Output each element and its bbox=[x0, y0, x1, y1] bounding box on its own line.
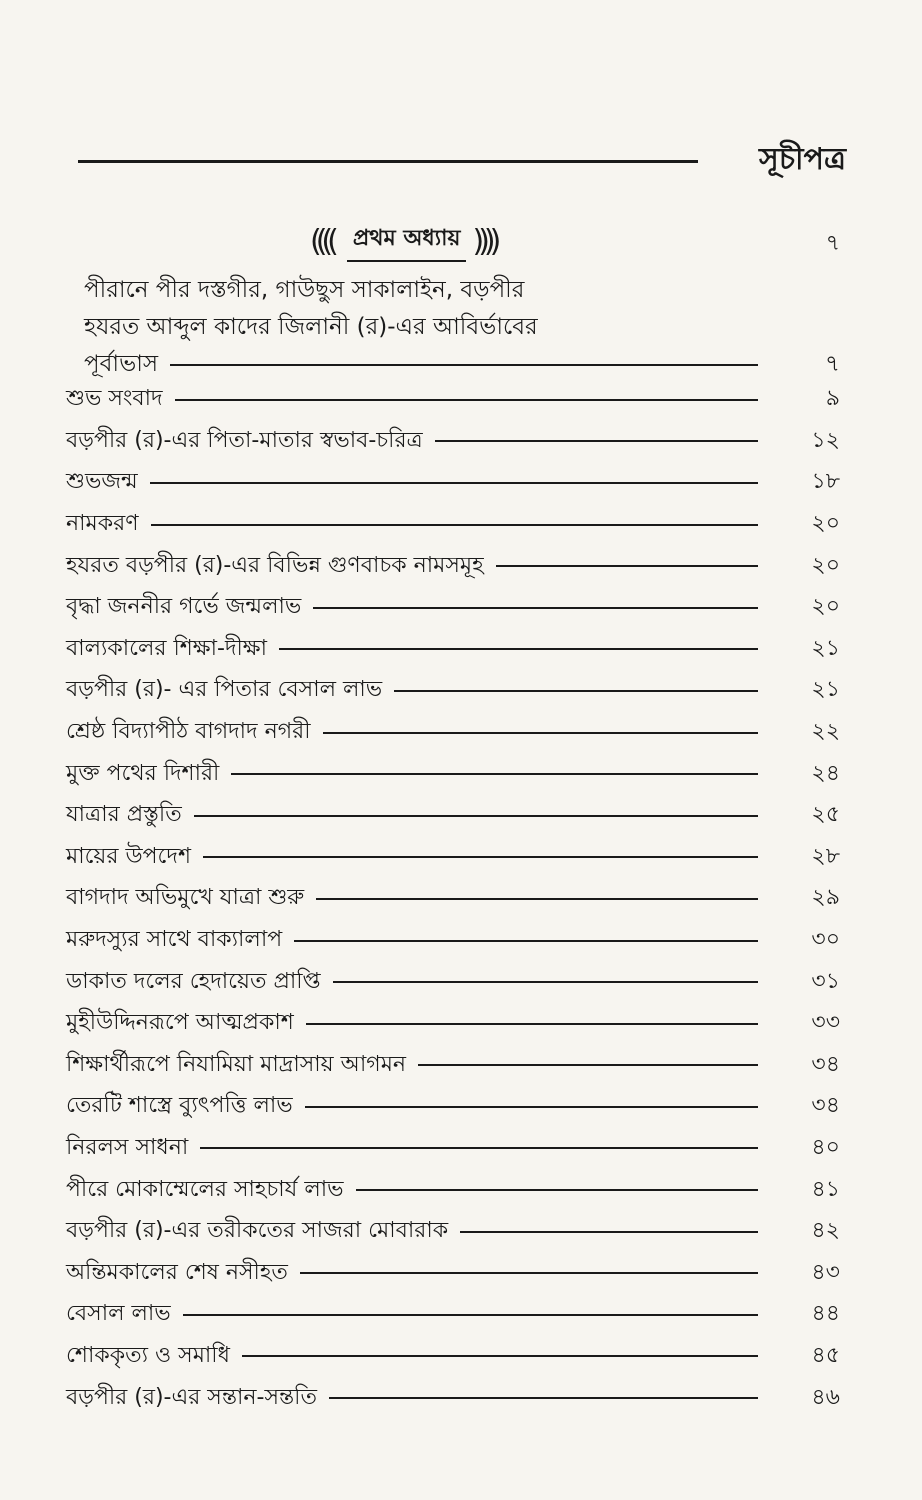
leader-line bbox=[435, 440, 758, 442]
leader-line bbox=[294, 940, 758, 942]
toc-entry bbox=[66, 712, 840, 754]
toc-entry-title: মুহীউদ্দিনরূপে আত্মপ্রকাশ bbox=[66, 1010, 294, 1036]
chapter-badge bbox=[300, 222, 505, 260]
toc-entry-page-number: ২৪ bbox=[811, 760, 840, 786]
toc-entry-title: যাত্রার প্রস্তুতি bbox=[66, 802, 182, 828]
toc-entry bbox=[66, 1003, 840, 1045]
chapter-paren-left: (((( bbox=[310, 223, 333, 259]
toc-entry-page-number: ১৮ bbox=[811, 469, 840, 495]
leader-line bbox=[316, 898, 758, 900]
toc-intro-entry bbox=[84, 272, 840, 383]
toc-entry bbox=[66, 1086, 840, 1128]
chapter-label: প্রথম অধ্যায় bbox=[347, 221, 467, 262]
toc-entry bbox=[66, 379, 840, 421]
toc-entry-page-number: ৯ bbox=[825, 386, 840, 412]
toc-entry-page-number: ২০ bbox=[811, 594, 840, 620]
leader-line bbox=[203, 856, 758, 858]
toc-entry bbox=[66, 1377, 840, 1419]
leader-line bbox=[313, 607, 758, 609]
leader-line bbox=[170, 364, 758, 366]
toc-entry bbox=[66, 1128, 840, 1170]
leader-line bbox=[150, 482, 758, 484]
chapter-heading-row bbox=[78, 222, 840, 266]
toc-entry-page-number: ৩৩ bbox=[811, 1010, 840, 1036]
toc-entry-title: পীরে মোকাম্মেলের সাহচার্য লাভ bbox=[66, 1176, 344, 1202]
leader-line bbox=[242, 1355, 758, 1357]
toc-entry-page-number: ২০ bbox=[811, 511, 840, 537]
intro-line-3: পূর্বাভাস bbox=[84, 351, 159, 377]
toc-entry-page-number: ২১ bbox=[811, 677, 840, 703]
toc-entry-title: শোককৃত্য ও সমাধি bbox=[66, 1342, 230, 1368]
leader-line bbox=[300, 1272, 758, 1274]
toc-entry-title: বড়পীর (র)-এর তরীকতের সাজরা মোবারাক bbox=[66, 1218, 449, 1244]
toc-entry-page-number: ৩৪ bbox=[811, 1093, 840, 1119]
toc-entry-title: বড়পীর (র)-এর পিতা-মাতার স্বভাব-চরিত্র bbox=[66, 427, 423, 453]
toc-entry-page-number: ৪২ bbox=[811, 1218, 840, 1244]
toc-entry-title: নামকরণ bbox=[66, 511, 139, 537]
toc-entry bbox=[66, 421, 840, 463]
leader-line bbox=[418, 1064, 758, 1066]
leader-line bbox=[194, 815, 758, 817]
toc-entry-title: বড়পীর (র)- এর পিতার বেসাল লাভ bbox=[66, 677, 383, 703]
toc-entry-page-number: ৪৬ bbox=[811, 1384, 840, 1410]
chapter-page-number: ৭ bbox=[825, 231, 840, 256]
intro-last-line bbox=[84, 346, 840, 383]
intro-page-number: ৭ bbox=[825, 351, 840, 377]
toc-entry-page-number: ২০ bbox=[811, 552, 840, 578]
toc-entry bbox=[66, 1252, 840, 1294]
leader-line bbox=[183, 1314, 758, 1316]
toc-entry-title: তেরটি শাস্ত্রে ব্যুৎপত্তি লাভ bbox=[66, 1093, 293, 1119]
toc-entry-title: অন্তিমকালের শেষ নসীহত bbox=[66, 1259, 288, 1285]
toc-entry-page-number: ৪১ bbox=[811, 1176, 840, 1202]
toc-entry-title: বড়পীর (র)-এর সন্তান-সন্ততি bbox=[66, 1384, 317, 1410]
toc-entry-page-number: ১২ bbox=[811, 427, 840, 453]
toc-entry bbox=[66, 629, 840, 671]
leader-line bbox=[305, 1106, 758, 1108]
toc-entry-title: বাগদাদ অভিমুখে যাত্রা শুরু bbox=[66, 885, 305, 911]
toc-entry-page-number: ৩১ bbox=[811, 968, 840, 994]
toc-entry-title: শুভজন্ম bbox=[66, 469, 138, 495]
toc-entry-title: মরুদস্যুর সাথে বাক্যালাপ bbox=[66, 927, 283, 953]
leader-line bbox=[356, 1189, 758, 1191]
leader-line bbox=[329, 1397, 758, 1399]
toc-entry bbox=[66, 1294, 840, 1336]
toc-entry-page-number: ৪৩ bbox=[811, 1259, 840, 1285]
toc-entry bbox=[66, 920, 840, 962]
toc-entry bbox=[66, 837, 840, 879]
toc-entry bbox=[66, 1336, 840, 1378]
toc-entry-page-number: ২২ bbox=[811, 719, 840, 745]
toc-entry-title: ডাকাত দলের হেদায়েত প্রাপ্তি bbox=[66, 968, 321, 994]
leader-line bbox=[279, 648, 758, 650]
toc-entry-page-number: ২৮ bbox=[811, 843, 840, 869]
leader-line bbox=[231, 773, 758, 775]
toc-entry-title: বৃদ্ধা জননীর গর্ভে জন্মলাভ bbox=[66, 594, 302, 620]
toc-entry-page-number: ২৫ bbox=[811, 802, 840, 828]
toc-entry bbox=[66, 545, 840, 587]
leader-line bbox=[151, 524, 758, 526]
leader-line bbox=[496, 565, 758, 567]
leader-line bbox=[175, 399, 758, 401]
toc-entry-page-number: ৪০ bbox=[811, 1134, 840, 1160]
header-rule bbox=[78, 160, 698, 163]
toc-entry-page-number: ৩৪ bbox=[811, 1051, 840, 1077]
toc-entry-title: মুক্ত পথের দিশারী bbox=[66, 760, 220, 786]
toc-entry-page-number: ২৯ bbox=[811, 885, 840, 911]
toc-entry bbox=[66, 961, 840, 1003]
toc-entry bbox=[66, 878, 840, 920]
leader-line bbox=[333, 981, 758, 983]
toc-entry-title: শ্রেষ্ঠ বিদ্যাপীঠ বাগদাদ নগরী bbox=[66, 719, 311, 745]
toc-entry-title: শুভ সংবাদ bbox=[66, 386, 163, 412]
leader-line bbox=[460, 1231, 758, 1233]
toc-entry bbox=[66, 504, 840, 546]
toc-entry-title: বেসাল লাভ bbox=[66, 1301, 171, 1327]
chapter-paren-right: )))) bbox=[472, 223, 496, 259]
toc-entry bbox=[66, 1045, 840, 1087]
toc-entry-title: নিরলস সাধনা bbox=[66, 1134, 189, 1160]
toc-entry bbox=[66, 795, 840, 837]
toc-entry-page-number: ৪৫ bbox=[811, 1342, 840, 1368]
leader-line bbox=[200, 1147, 758, 1149]
toc-entry bbox=[66, 670, 840, 712]
toc-entry-title: মায়ের উপদেশ bbox=[66, 843, 191, 869]
leader-line bbox=[394, 690, 758, 692]
toc-entry bbox=[66, 587, 840, 629]
leader-line bbox=[306, 1023, 758, 1025]
toc-entry-title: বাল্যকালের শিক্ষা-দীক্ষা bbox=[66, 635, 268, 661]
toc-entry bbox=[66, 753, 840, 795]
toc-list bbox=[66, 379, 840, 1419]
toc-entry-page-number: ২১ bbox=[811, 635, 840, 661]
page-header bbox=[78, 138, 846, 186]
toc-entry-page-number: ৩০ bbox=[811, 927, 840, 953]
toc-entry-title: শিক্ষার্থীরূপে নিযামিয়া মাদ্রাসায় আগমন bbox=[66, 1051, 407, 1077]
intro-line-1: পীরানে পীর দস্তগীর, গাউছুস সাকালাইন, বড়পীর bbox=[84, 277, 525, 303]
toc-entry bbox=[66, 1211, 840, 1253]
toc-entry bbox=[66, 462, 840, 504]
page-title: সূচীপত্র bbox=[759, 142, 846, 177]
toc-entry-page-number: ৪৪ bbox=[811, 1301, 840, 1327]
toc-entry-title: হযরত বড়পীর (র)-এর বিভিন্ন গুণবাচক নামসমূহ bbox=[66, 552, 484, 578]
intro-line-2: হযরত আব্দুল কাদের জিলানী (র)-এর আবির্ভাবের bbox=[84, 314, 538, 340]
toc-entry bbox=[66, 1169, 840, 1211]
leader-line bbox=[323, 732, 758, 734]
